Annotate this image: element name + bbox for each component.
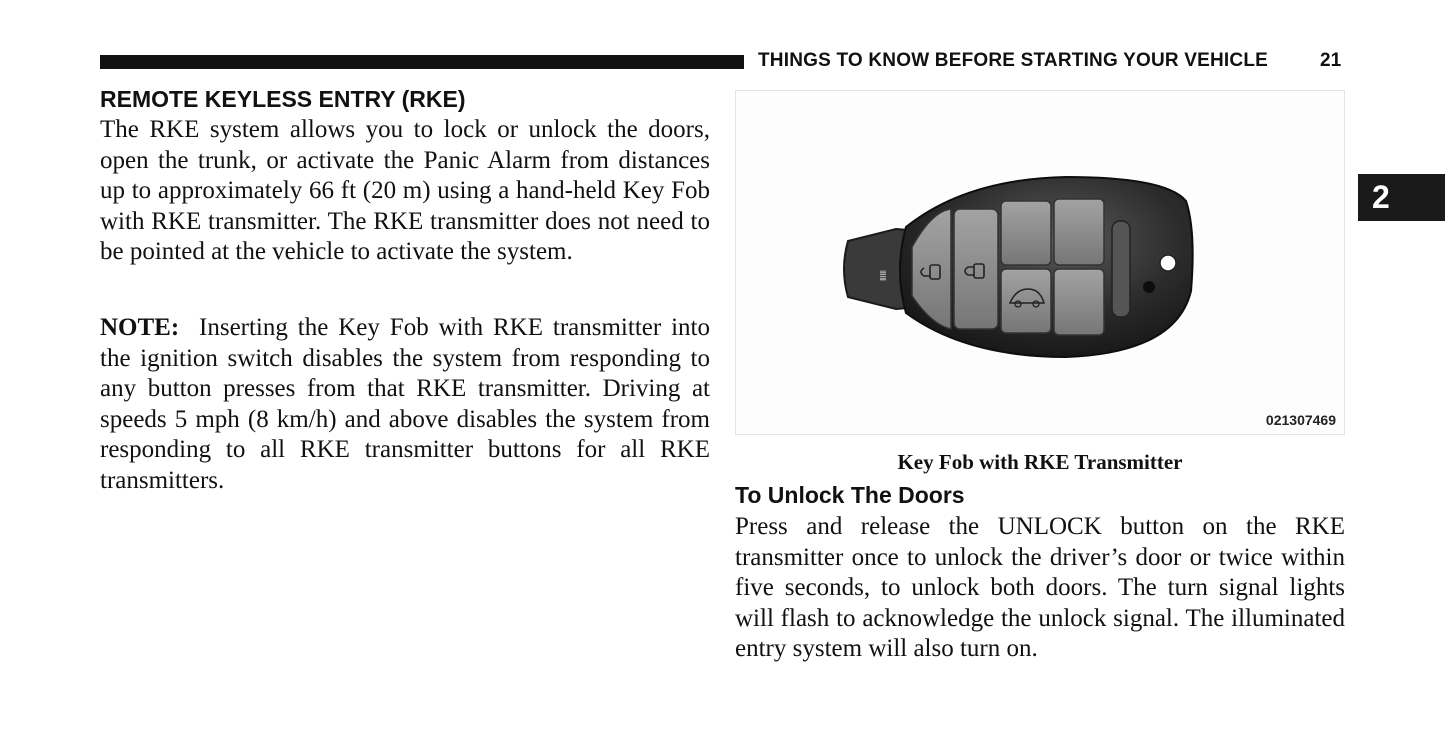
figure-caption: Key Fob with RKE Transmitter: [897, 450, 1183, 474]
panic-button: [1112, 221, 1130, 317]
page-number: 21: [1320, 50, 1342, 71]
key-fob-illustration: [736, 91, 1344, 434]
unlock-subheading: To Unlock The Doors: [735, 482, 965, 508]
key-fob-figure: [735, 90, 1345, 435]
key-ring-hole: [1160, 255, 1176, 271]
note-text: Inserting the Key Fob with RKE transmitter into the ignition switch disables the system from responding to any button presses from that RKE transmitter. Driving at speeds 5 mph (8 km/h) and above disables the system from responding to all RKE transmitter buttons for all RKE transmitters.: [100, 314, 710, 494]
note-paragraph: [100, 313, 710, 497]
blade-marking: ⅢⅢ: [879, 269, 888, 281]
lower-right-button: [1054, 269, 1104, 335]
upper-right-button: [1054, 199, 1104, 265]
remote-start-button: [1001, 201, 1051, 265]
header-rule: [100, 55, 744, 69]
unlock-paragraph: Press and release the UNLOCK button on the RKE transmitter once to unlock the driver’s door or twice within five seconds, to unlock both doors. The turn signal lights will flash to acknowledge the unlock signal. The illuminated entry system will also turn on.: [735, 513, 1345, 663]
note-label: NOTE:: [100, 314, 180, 341]
led-indicator: [1143, 281, 1155, 293]
lock-button: [954, 209, 998, 329]
running-header-title: THINGS TO KNOW BEFORE STARTING YOUR VEHICLE: [758, 50, 1269, 71]
chapter-tab: 2: [1358, 174, 1445, 221]
section-heading: REMOTE KEYLESS ENTRY (RKE): [100, 86, 466, 112]
intro-paragraph: The RKE system allows you to lock or unlock the doors, open the trunk, or activate the Panic Alarm from distances up to approximately 66 ft (20 m) using a hand-held Key Fob with RKE transmitter. The RKE transmitter does not need to be pointed at the vehicle to activate the system.: [100, 116, 710, 266]
figure-id: 021307469: [1265, 412, 1336, 428]
